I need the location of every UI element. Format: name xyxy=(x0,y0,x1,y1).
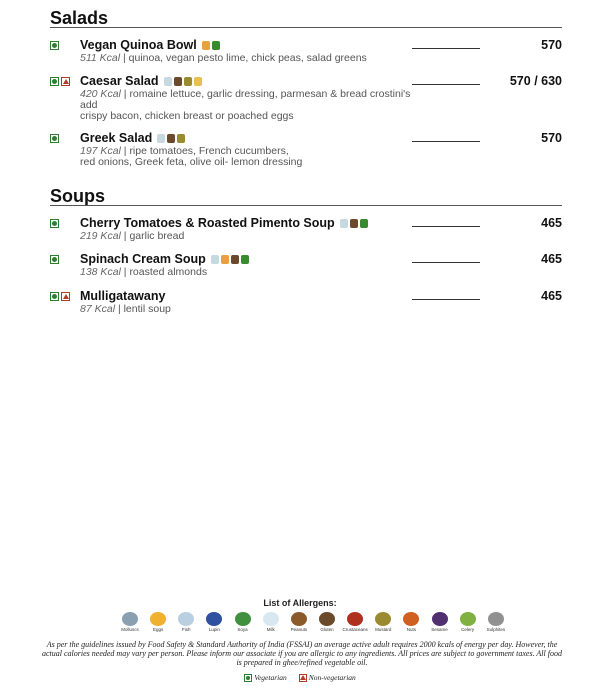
green-allergen-icon xyxy=(360,219,368,228)
item-kcal: 219 Kcal xyxy=(80,230,121,242)
item-kcal: 420 Kcal xyxy=(80,88,121,100)
item-name xyxy=(80,74,202,88)
allergen-item xyxy=(399,612,423,632)
item-name xyxy=(80,289,165,303)
veg-mark-icon xyxy=(50,41,59,50)
item-name xyxy=(80,216,368,230)
item-name-text: Vegan Quinoa Bowl xyxy=(80,38,197,52)
item-name-text: Mulligatawany xyxy=(80,289,166,303)
disclaimer-text: As per the guidelines issued by Food Safety & Standard Authority of India (FSSAI) an average active adult requires 2000 kcals of energy per day. However, the actual calories needed may vary per person. Please inform our associate if you are allergic to any ingredients. All prices are subject to government taxes. All food is prepared in ghee/refined vegetable oil. xyxy=(42,640,562,667)
allergen-list xyxy=(118,612,508,632)
milk-allergen-icon xyxy=(157,134,165,143)
brown-allergen-icon xyxy=(350,219,358,228)
description-line: 219 Kcal | garlic bread xyxy=(80,230,185,242)
item-name-text: Greek Salad xyxy=(80,131,153,145)
allergen-label: Mustard xyxy=(375,627,392,632)
item-name xyxy=(80,252,249,266)
sulphites-icon xyxy=(488,612,504,626)
diet-marks xyxy=(50,292,70,301)
green-allergen-icon xyxy=(241,255,249,264)
item-description xyxy=(80,231,470,242)
lupin-icon xyxy=(206,612,222,626)
orange-allergen-icon xyxy=(202,41,210,50)
allergen-item xyxy=(428,612,452,632)
celery-icon xyxy=(460,612,476,626)
orange-allergen-icon xyxy=(221,255,229,264)
description-line: add xyxy=(80,99,98,111)
item-allergen-icons xyxy=(157,134,185,143)
olive-allergen-icon xyxy=(177,134,185,143)
item-description xyxy=(80,267,470,278)
item-price: 570 xyxy=(541,38,562,52)
item-price: 465 xyxy=(541,289,562,303)
nonveg-mark-icon xyxy=(61,77,70,86)
diet-marks xyxy=(50,77,70,86)
fish-icon xyxy=(178,612,194,626)
veg-mark-icon xyxy=(50,134,59,143)
item-price: 570 xyxy=(541,131,562,145)
item-name-text: Spinach Cream Soup xyxy=(80,252,206,266)
green-allergen-icon xyxy=(212,41,220,50)
item-allergen-icons xyxy=(202,41,220,50)
description-line: 197 Kcal | ripe tomatoes, French cucumbers, xyxy=(80,145,289,157)
quantity-blank-line xyxy=(412,226,480,227)
veg-mark-icon xyxy=(50,255,59,264)
olive-allergen-icon xyxy=(184,77,192,86)
item-allergen-icons xyxy=(164,77,202,86)
milk-allergen-icon xyxy=(211,255,219,264)
nonveg-mark-icon xyxy=(299,674,307,682)
allergen-label: Sulphites xyxy=(486,627,506,632)
allergen-item xyxy=(231,612,255,632)
quantity-blank-line xyxy=(412,299,480,300)
item-price: 465 xyxy=(541,252,562,266)
section-title: Soups xyxy=(50,186,106,206)
allergen-label: Crustaceans xyxy=(342,627,368,632)
allergen-item xyxy=(174,612,198,632)
legend-nonveg: Non-vegetarian xyxy=(299,673,356,682)
veg-mark-icon xyxy=(50,292,59,301)
crustaceans-icon xyxy=(347,612,363,626)
item-allergen-icons xyxy=(340,219,368,228)
description-line: 511 Kcal | quinoa, vegan pesto lime, chick peas, salad greens xyxy=(80,52,367,64)
milk-allergen-icon xyxy=(340,219,348,228)
veg-mark-icon xyxy=(50,219,59,228)
yellow-allergen-icon xyxy=(194,77,202,86)
nonveg-mark-icon xyxy=(61,292,70,301)
allergen-label: Lupin xyxy=(208,627,220,632)
section-divider xyxy=(50,27,562,28)
allergen-label: Nuts xyxy=(406,627,417,632)
allergens-title: List of Allergens: xyxy=(263,598,337,608)
item-kcal: 511 Kcal xyxy=(80,52,121,64)
item-kcal: 87 Kcal xyxy=(80,303,116,315)
allergen-label: Molluscs xyxy=(121,627,139,632)
item-name xyxy=(80,131,185,145)
brown-allergen-icon xyxy=(167,134,175,143)
mustard-icon xyxy=(375,612,391,626)
allergen-label: Soya xyxy=(237,627,248,632)
description-line: crispy bacon, chicken breast or poached eggs xyxy=(80,110,294,122)
allergen-item xyxy=(146,612,170,632)
item-name xyxy=(80,38,220,52)
item-description xyxy=(80,304,470,315)
allergen-item xyxy=(484,612,508,632)
allergen-item xyxy=(259,612,283,632)
allergen-label: Peanuts xyxy=(290,627,308,632)
allergen-item xyxy=(456,612,480,632)
description-line: 87 Kcal | lentil soup xyxy=(80,303,171,315)
quantity-blank-line xyxy=(412,141,480,142)
allergen-label: Fish xyxy=(182,627,191,632)
nuts-icon xyxy=(403,612,419,626)
diet-marks xyxy=(50,219,59,228)
allergen-item xyxy=(371,612,395,632)
diet-marks xyxy=(50,255,59,264)
item-price: 465 xyxy=(541,216,562,230)
section-title: Salads xyxy=(50,8,109,28)
item-name-text: Cherry Tomatoes & Roasted Pimento Soup xyxy=(80,216,335,230)
veg-mark-icon xyxy=(50,77,59,86)
brown-allergen-icon xyxy=(231,255,239,264)
gluten-icon xyxy=(319,612,335,626)
milk-allergen-icon xyxy=(164,77,172,86)
peanuts-icon xyxy=(291,612,307,626)
eggs-icon xyxy=(150,612,166,626)
veg-mark-icon xyxy=(244,674,252,682)
description-line: red onions, Greek feta, olive oil- lemon dressing xyxy=(80,156,303,168)
item-name-text: Caesar Salad xyxy=(80,74,159,88)
allergen-item xyxy=(118,612,142,632)
soya-icon xyxy=(235,612,251,626)
allergen-label: Celery xyxy=(461,627,475,632)
allergen-item xyxy=(202,612,226,632)
diet-marks xyxy=(50,134,59,143)
description-line: 420 Kcal | romaine lettuce, garlic dressing, parmesan & bread crostini's xyxy=(80,88,411,100)
sesame-icon xyxy=(432,612,448,626)
allergen-item xyxy=(287,612,311,632)
milk-icon xyxy=(263,612,279,626)
brown-allergen-icon xyxy=(174,77,182,86)
item-description xyxy=(80,53,470,64)
item-kcal: 197 Kcal xyxy=(80,145,121,157)
item-price: 570 / 630 xyxy=(509,74,562,88)
section-divider xyxy=(50,205,562,206)
allergen-label: Eggs xyxy=(153,627,164,632)
allergen-label: Milk xyxy=(266,627,275,632)
allergen-label: Sesame xyxy=(431,627,448,632)
item-allergen-icons xyxy=(211,255,249,264)
quantity-blank-line xyxy=(412,262,480,263)
quantity-blank-line xyxy=(412,84,480,85)
diet-legend xyxy=(0,673,600,682)
allergen-item xyxy=(315,612,339,632)
item-kcal: 138 Kcal xyxy=(80,266,121,278)
item-description xyxy=(80,89,470,122)
legend-veg: Vegetarian xyxy=(244,673,287,682)
description-line: 138 Kcal | roasted almonds xyxy=(80,266,208,278)
diet-marks xyxy=(50,41,59,50)
allergen-item xyxy=(343,612,367,632)
allergen-label: Gluten xyxy=(320,627,334,632)
item-description xyxy=(80,146,470,168)
quantity-blank-line xyxy=(412,48,480,49)
molluscs-icon xyxy=(122,612,138,626)
